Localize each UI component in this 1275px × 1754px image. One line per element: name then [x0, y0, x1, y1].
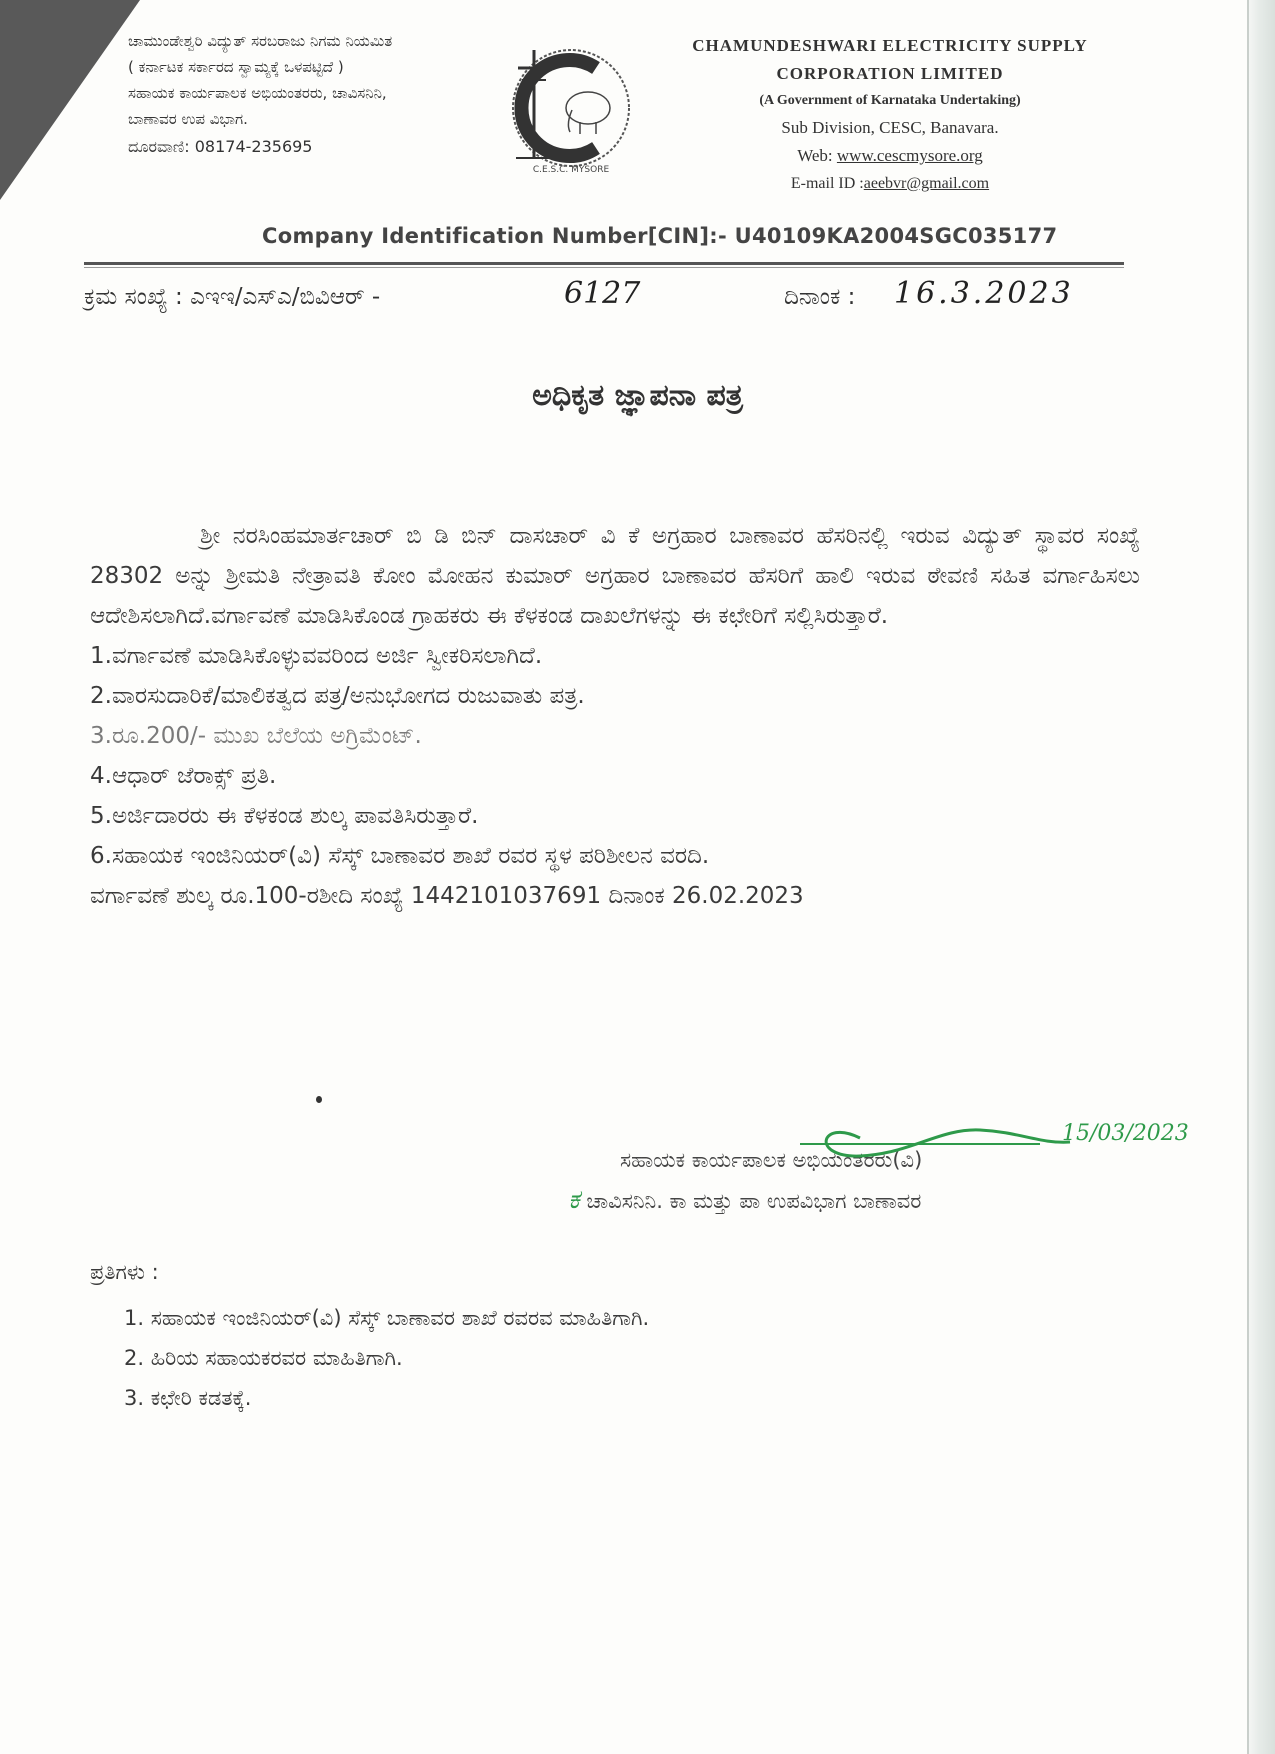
- email-label: E-mail ID :: [790, 175, 864, 192]
- web-label: Web:: [797, 146, 837, 165]
- copy-item-1: 1. ಸಹಾಯಕ ಇಂಜಿನಿಯರ್(ವಿ) ಸೆಸ್ಕ್ ಬಾಣಾವರ ಶಾಖೆ ರವರವ ಮಾಹಿತಿಗಾಗಿ.: [124, 1306, 650, 1330]
- signature-handwritten-prefix: ಕ: [568, 1185, 580, 1215]
- scan-fold-shadow: [0, 0, 140, 200]
- web-line: [690, 142, 1090, 170]
- document-item-3: 3.ರೂ.200/- ಮುಖ ಬೆಲೆಯ ಅಗ್ರಿಮೆಂಟ್.: [90, 723, 422, 749]
- header-kannada-line-3: ಸಹಾಯಕ ಕಾರ್ಯಪಾಲಕ ಅಭಿಯಂತರರು, ಚಾವಿಸನಿನಿ,: [128, 84, 387, 102]
- cin-number: Company Identification Number[CIN]:- U40109KA2004SGC035177: [262, 224, 1058, 248]
- header-phone: ದೂರವಾಣಿ: 08174-235695: [128, 137, 313, 156]
- stray-ink-mark: [316, 1096, 322, 1103]
- email-line: [690, 170, 1090, 198]
- scan-right-edge: [1249, 0, 1275, 1754]
- signatory-office: ಚಾವಿಸನಿನಿ. ಕಾ ಮತ್ತು ಪಾ ಉಪವಿಭಾಗ ಬಾಣಾವರ: [586, 1189, 922, 1213]
- header-divider-thin: [84, 267, 1124, 268]
- document-item-4: 4.ಆಧಾರ್ ಜೆರಾಕ್ಸ್ ಪ್ರತಿ.: [90, 763, 277, 789]
- date-handwritten: 16.3.2023: [894, 276, 1074, 311]
- date-label: ದಿನಾಂಕ :: [784, 284, 856, 310]
- logo-text: C.E.S.C. MYSORE: [532, 165, 610, 175]
- copy-item-2: 2. ಹಿರಿಯ ಸಹಾಯಕರವರ ಮಾಹಿತಿಗಾಗಿ.: [124, 1346, 403, 1370]
- reference-number-handwritten: 6127: [564, 276, 641, 311]
- body-paragraph: ಶ್ರೀ ನರಸಿಂಹಮಾರ್ತಚಾರ್ ಬಿ ಡಿ ಬಿನ್ ದಾಸಚಾರ್ ವಿ ಕೆ ಅಗ್ರಹಾರ ಬಾಣಾವರ ಹೆಸರಿನಲ್ಲಿ ಇರುವ ವಿದ್ಯುತ್ ಸ್ಥಾವರ ಸಂಖ್ಯೆ 28302 ಅನ್ನು ಶ್ರೀಮತಿ ನೇತ್ರಾವತಿ ಕೋಂ ಮೋಹನ ಕುಮಾರ್ ಅಗ್ರಹಾರ ಬಾಣಾವರ ಹೆಸರಿಗೆ ಹಾಲಿ ಇರುವ ಠೇವಣಿ ಸಹಿತ ವರ್ಗಾಹಿಸಲು ಆದೇಶಿಸಲಾಗಿದೆ.ವರ್ಗಾವಣೆ ಮಾಡಿಸಿಕೊಂಡ ಗ್ರಾಹಕರು ಈ ಕೆಳಕಂಡ ದಾಖಲೆಗಳನ್ನು ಈ ಕಛೇರಿಗೆ ಸಲ್ಲಿಸಿರುತ್ತಾರೆ.: [90, 523, 1140, 629]
- web-link[interactable]: www.cescmysore.org: [836, 146, 983, 165]
- reference-line: [84, 276, 1124, 320]
- copy-item-3: 3. ಕಛೇರಿ ಕಡತಕ್ಕೆ.: [124, 1386, 252, 1410]
- cesc-logo-icon: [496, 40, 646, 180]
- signature-scribble-icon: [740, 1108, 1189, 1188]
- email-link[interactable]: aeebvr@gmail.com: [863, 175, 990, 192]
- document-item-6: 6.ಸಹಾಯಕ ಇಂಜಿನಿಯರ್(ವಿ) ಸೆಸ್ಕ್ ಬಾಣಾವರ ಶಾಖೆ ರವರ ಸ್ಥಳ ಪರಿಶೀಲನ ವರದಿ.: [90, 843, 710, 869]
- document-item-1: 1.ವರ್ಗಾವಣೆ ಮಾಡಿಸಿಕೊಳ್ಳುವವರಿಂದ ಅರ್ಜಿ ಸ್ವೀಕರಿಸಲಾಗಿದೆ.: [90, 643, 543, 669]
- designation-text: ಸಹಾಯಕ ಕಾರ್ಯಪಾಲಕ ಅಭಿಯಂತರರು(ವಿ): [620, 1148, 923, 1172]
- header-kannada-line-2: ( ಕರ್ನಾಟಕ ಸರ್ಕಾರದ ಸ್ವಾಮ್ಯಕ್ಕೆ ಒಳಪಟ್ಟಿದೆ ): [128, 58, 344, 76]
- copies-section: [90, 1252, 1090, 1418]
- reference-number-label: ಕ್ರಮ ಸಂಖ್ಯೆ : ಎಇಇ/ಎಸ್ಎ/ಬಿವಿಆರ್ -: [84, 284, 381, 310]
- govt-undertaking-note: (A Government of Karnataka Undertaking): [759, 93, 1021, 108]
- header-kannada-line-1: ಚಾಮುಂಡೇಶ್ವರಿ ವಿದ್ಯುತ್ ಸರಬರಾಜು ನಿಗಮ ನಿಯಮಿತ: [128, 32, 393, 50]
- company-name-line-1: CHAMUNDESHWARI ELECTRICITY SUPPLY: [692, 36, 1088, 55]
- fee-line: ವರ್ಗಾವಣೆ ಶುಲ್ಕ ರೂ.100-ರಶೀದಿ ಸಂಖ್ಯೆ 1442101037691 ದಿನಾಂಕ 26.02.2023: [90, 883, 804, 909]
- signature-handwritten-date: 15/03/2023: [1062, 1121, 1189, 1146]
- scan-edge-line: [1247, 0, 1249, 1754]
- document-title: ಅಧಿಕೃತ ಜ್ಞಾಪನಾ ಪತ್ರ: [532, 378, 743, 413]
- copies-label: ಪ್ರತಿಗಳು :: [90, 1260, 159, 1284]
- company-name-line-2: CORPORATION LIMITED: [776, 64, 1004, 83]
- document-item-2: 2.ವಾರಸುದಾರಿಕೆ/ಮಾಲಿಕತ್ವದ ಪತ್ರ/ಅನುಭೋಗದ ರುಜುವಾತು ಪತ್ರ.: [90, 683, 585, 709]
- sub-division: Sub Division, CESC, Banavara.: [781, 118, 999, 137]
- header-divider: [84, 262, 1124, 265]
- signatory-designation: [620, 1121, 1189, 1180]
- header-kannada-line-4: ಬಾಣಾವರ ಉಪ ವಿಭಾಗ.: [128, 110, 248, 128]
- document-body: [90, 516, 1140, 916]
- signature-block: [568, 1121, 1189, 1221]
- header-kannada: [128, 28, 498, 160]
- document-item-5: 5.ಅರ್ಜಿದಾರರು ಈ ಕೆಳಕಂಡ ಶುಲ್ಕ ಪಾವತಿಸಿರುತ್ತಾರೆ.: [90, 803, 479, 829]
- header-english: [690, 32, 1090, 198]
